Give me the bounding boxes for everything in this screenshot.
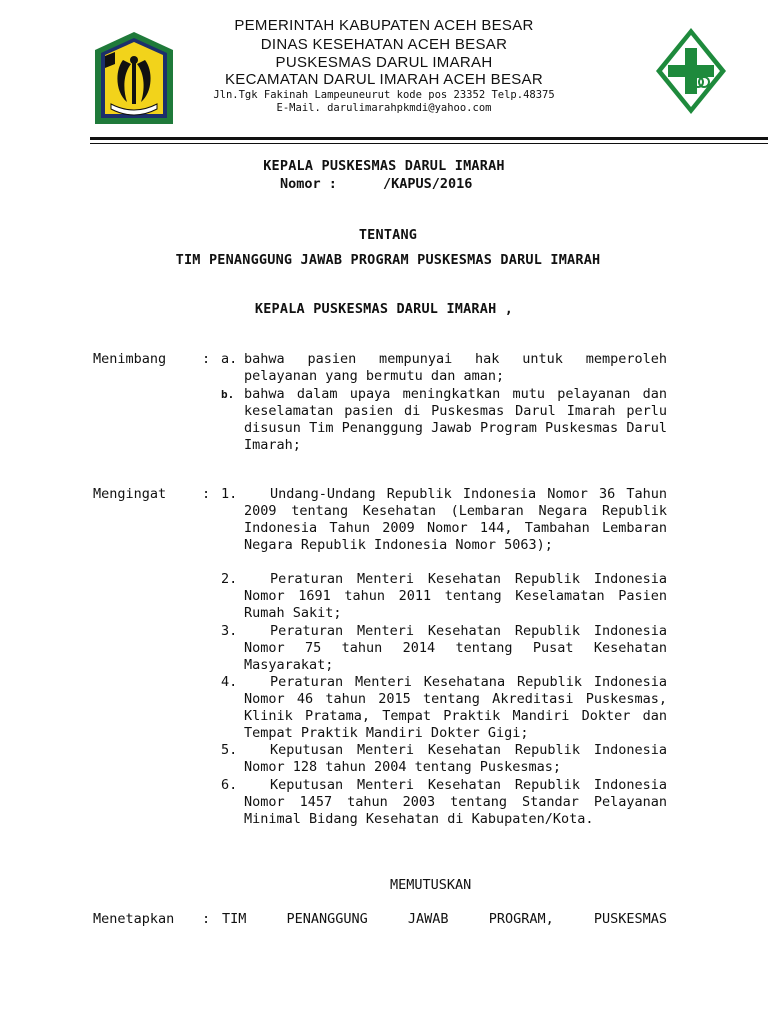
mengingat-label: Mengingat bbox=[93, 486, 167, 502]
header-divider-thick bbox=[90, 137, 768, 140]
mengingat-item-3: Peraturan Menteri Kesehatan Republik Indonesia Nomor 75 tahun 2014 tentang Pusat Kesehatan Masyarakat; bbox=[244, 623, 667, 673]
menetapkan-colon: : bbox=[202, 911, 211, 927]
decree-addressee: KEPALA PUSKESMAS DARUL IMARAH , bbox=[254, 301, 514, 317]
mengingat-marker-4: 4. bbox=[221, 674, 238, 690]
mengingat-item-6: Keputusan Menteri Kesehatan Republik Indonesia Nomor 1457 tahun 2003 tentang Standar Pelayanan Minimal Bidang Kesehatan di Kabupaten/Kota. bbox=[244, 777, 667, 827]
menimbang-label: Menimbang bbox=[93, 351, 167, 367]
menimbang-colon: : bbox=[202, 351, 211, 367]
header-puskesmas: PUSKESMAS DARUL IMARAH bbox=[275, 54, 493, 71]
mengingat-colon: : bbox=[202, 486, 211, 502]
puskesmas-logo bbox=[654, 26, 728, 116]
header-department: DINAS KESEHATAN ACEH BESAR bbox=[260, 36, 508, 53]
header-district: KECAMATAN DARUL IMARAH ACEH BESAR bbox=[224, 71, 543, 88]
mengingat-marker-3: 3. bbox=[221, 623, 238, 639]
puskesmas-cross-icon bbox=[654, 26, 728, 116]
decree-number-label: Nomor : bbox=[280, 176, 337, 192]
header-divider-thin bbox=[90, 143, 768, 144]
memutuskan-heading: MEMUTUSKAN bbox=[390, 877, 472, 893]
decree-number-value: /KAPUS/2016 bbox=[383, 176, 473, 192]
mengingat-marker-6: 6. bbox=[221, 777, 238, 793]
mengingat-item-1: Undang-Undang Republik Indonesia Nomor 36 Tahun 2009 tentang Kesehatan (Lembaran Negara Republik Indonesia Tahun 2009 Nomor 144, Tambahan Lembaran Negara Republik Indonesia Nomor 5063); bbox=[244, 486, 667, 553]
header-address: Jln.Tgk Fakinah Lampeuneurut kode pos 23352 Telp.48375 bbox=[213, 89, 555, 101]
menetapkan-label: Menetapkan bbox=[93, 911, 175, 927]
menimbang-item-b: bahwa dalam upaya meningkatkan mutu pelayanan dan keselamatan pasien di Puskesmas Darul Imarah perlu disusun Tim Penanggung Jawab Program Puskesmas Darul Imarah; bbox=[244, 386, 667, 453]
mengingat-item-4: Peraturan Menteri Kesehatana Republik Indonesia Nomor 46 tahun 2015 tentang Akreditasi Puskesmas, Klinik Pratama, Tempat Praktik Mandiri Dokter dan Tempat Praktik Mandiri Dokter Gigi; bbox=[244, 674, 667, 741]
mengingat-marker-2: 2. bbox=[221, 571, 238, 587]
header-email: E-Mail. darulimarahpkmdi@yahoo.com bbox=[276, 102, 492, 114]
menimbang-item-a: bahwa pasien mempunyai hak untuk memperoleh pelayanan yang bermutu dan aman; bbox=[244, 351, 667, 384]
decree-subject: TIM PENANGGUNG JAWAB PROGRAM PUSKESMAS DARUL IMARAH bbox=[175, 252, 601, 268]
menimbang-marker-a: a. bbox=[221, 351, 238, 367]
header-government: PEMERINTAH KABUPATEN ACEH BESAR bbox=[234, 17, 534, 34]
mengingat-marker-1: 1. bbox=[221, 486, 238, 502]
menimbang-marker-b: b. bbox=[221, 388, 235, 401]
tentang-heading: TENTANG bbox=[358, 227, 418, 243]
mengingat-item-5: Keputusan Menteri Kesehatan Republik Indonesia Nomor 128 tahun 2004 tentang Puskesmas; bbox=[244, 742, 667, 775]
decree-issuer: KEPALA PUSKESMAS DARUL IMARAH bbox=[263, 158, 505, 174]
mengingat-item-2: Peraturan Menteri Kesehatan Republik Indonesia Nomor 1691 tahun 2011 tentang Keselamatan Pasien Rumah Sakit; bbox=[244, 571, 667, 621]
mengingat-marker-5: 5. bbox=[221, 742, 238, 758]
menetapkan-text: TIM PENANGGUNG JAWAB PROGRAM, PUSKESMAS bbox=[222, 911, 667, 927]
